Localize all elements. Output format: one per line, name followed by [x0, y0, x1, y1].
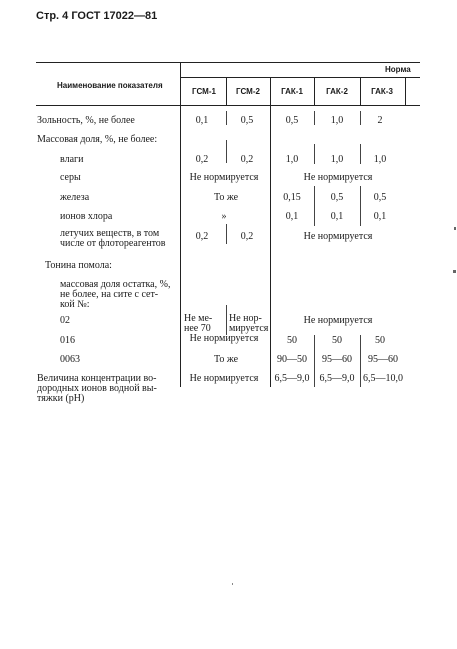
cell-value-gak-span: Не нормируется [303, 315, 373, 326]
column-header-gak3: ГАК-3 [371, 87, 393, 96]
cell-value: 50 [375, 335, 385, 346]
cell-value: 50 [287, 335, 297, 346]
row-label-sieve-016: 016 [60, 335, 75, 346]
cell-value: 0,15 [283, 192, 301, 203]
column-header-gak1: ГАК-1 [281, 87, 303, 96]
cell-tick [360, 186, 361, 226]
cell-value: 0,2 [195, 154, 209, 165]
row-label-moisture: влаги [60, 154, 84, 165]
row-label-ph: дородных ионов водной вы- [37, 383, 157, 394]
cell-value: 0,1 [285, 211, 299, 222]
row-label-ph: тяжки (рН) [37, 393, 85, 404]
param-column-divider [180, 62, 181, 105]
cell-value: 1,0 [330, 154, 344, 165]
cell-value: 0,1 [373, 211, 387, 222]
col-divider-3 [314, 77, 315, 105]
scan-speck [454, 227, 456, 230]
col-divider-2 [270, 77, 271, 105]
cell-tick [360, 335, 361, 387]
row-label-ph: Величина концентрации во- [37, 373, 157, 384]
cell-value: 0,5 [240, 115, 254, 126]
cell-value: 90—50 [277, 354, 307, 365]
cell-value-gsm-span: Не нормируется [189, 373, 259, 384]
cell-value: нее 70 [184, 323, 211, 334]
header-bottom-rule [36, 105, 420, 106]
cell-value: Не ме- [184, 313, 213, 324]
cell-tick [226, 305, 227, 335]
row-label-iron: железа [60, 192, 90, 203]
column-header-gak2: ГАК-2 [326, 87, 348, 96]
row-label-sieve-02: 02 [60, 315, 70, 326]
row-label-residue: не более, на сите с сет- [60, 289, 159, 300]
cell-value-gsm-span: То же [213, 192, 239, 203]
cell-value: 0,1 [330, 211, 344, 222]
row-label-chlorine: ионов хлора [60, 211, 113, 222]
scan-speck [453, 270, 456, 273]
cell-value: 0,5 [373, 192, 387, 203]
page-header: Стр. 4 ГОСТ 17022—81 [36, 10, 158, 22]
column-header-gsm2: ГСМ-2 [236, 87, 260, 96]
row-label-volatile: числе от флотореагентов [60, 238, 166, 249]
scan-speck [232, 583, 233, 585]
cell-value: 0,1 [195, 115, 209, 126]
cell-value-gsm-span: То же [213, 354, 239, 365]
table-top-rule [36, 62, 420, 63]
cell-value: 1,0 [285, 154, 299, 165]
cell-value: 0,5 [330, 192, 344, 203]
cell-value: 95—60 [322, 354, 352, 365]
cell-value: мируется [229, 323, 269, 334]
row-label-mass-fraction: Массовая доля, %, не более: [37, 134, 158, 145]
row-label-sulfur: серы [60, 172, 81, 183]
cell-value: 1,0 [373, 154, 387, 165]
cell-value: 0,5 [285, 115, 299, 126]
body-divider-params [180, 105, 181, 387]
cell-value: 0,2 [240, 231, 254, 242]
row-label-residue: кой №: [60, 299, 90, 310]
row-label-volatile: летучих веществ, в том [60, 228, 160, 239]
cell-tick [360, 144, 361, 164]
cell-value: Не нор- [229, 313, 262, 324]
column-header-gsm1: ГСМ-1 [192, 87, 216, 96]
cell-value-gak-span: Не нормируется [303, 172, 373, 183]
norm-underline [181, 77, 420, 78]
cell-tick [314, 111, 315, 125]
cell-value: 50 [332, 335, 342, 346]
row-label-fineness: Тонина помола: [45, 260, 112, 271]
cell-value: 1,0 [330, 115, 344, 126]
cell-value: 2 [377, 115, 383, 126]
cell-value-gsm-span: » [221, 211, 227, 222]
col-divider-1 [226, 77, 227, 105]
cell-tick [360, 111, 361, 125]
cell-value-gsm-span: Не нормируется [189, 333, 259, 344]
row-label-residue: массовая доля остатка, %, [60, 279, 171, 290]
cell-tick [226, 140, 227, 163]
cell-tick [226, 224, 227, 244]
row-label-ash: Зольность, %, не более [37, 115, 135, 126]
col-divider-4 [360, 77, 361, 105]
col-divider-5 [405, 77, 406, 105]
cell-value-gak-span: Не нормируется [303, 231, 373, 242]
param-header: Наименование показателя [57, 81, 163, 90]
cell-value-gsm-span: Не нормируется [189, 172, 259, 183]
norm-header: Норма [385, 65, 411, 74]
cell-tick [314, 144, 315, 164]
cell-value: 95—60 [368, 354, 398, 365]
body-divider-gsm-gak [270, 105, 271, 387]
cell-value: 6,5—10,0 [363, 373, 403, 384]
cell-tick [226, 111, 227, 125]
cell-value: 0,2 [195, 231, 209, 242]
cell-value: 0,2 [240, 154, 254, 165]
cell-value: 6,5—9,0 [319, 373, 355, 384]
cell-tick [314, 186, 315, 226]
cell-value: 6,5—9,0 [274, 373, 310, 384]
cell-tick [314, 335, 315, 387]
row-label-sieve-0063: 0063 [60, 354, 80, 365]
